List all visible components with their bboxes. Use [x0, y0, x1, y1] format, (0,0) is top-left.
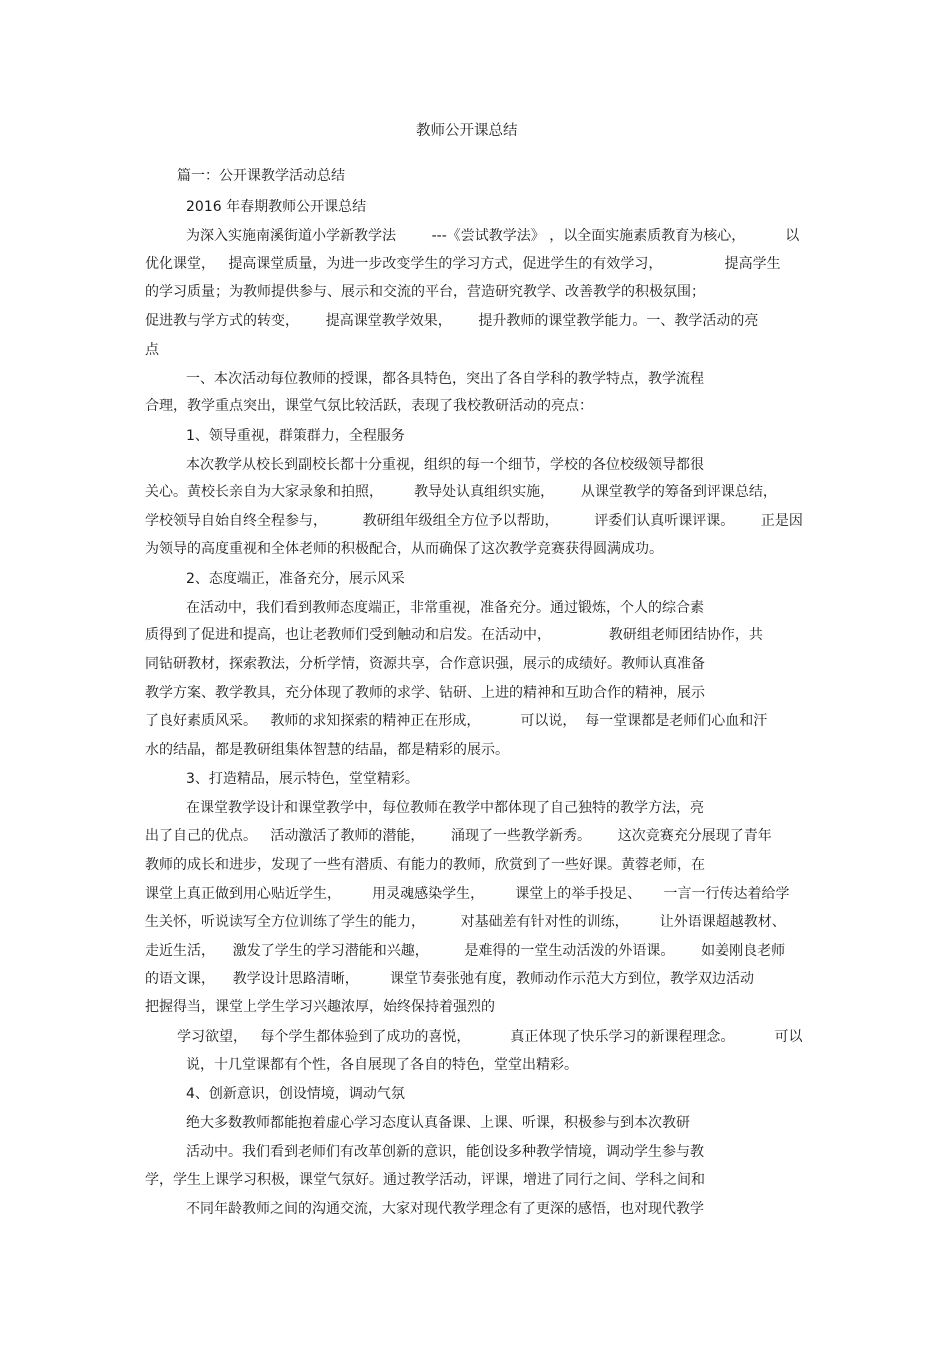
paragraph-line: 了良好素质风采。 教师的求知探索的精神正在形成， 可以说， 每一堂课都是老师们心血和汗 — [145, 713, 768, 729]
document-subtitle: 2016 年春期教师公开课总结 — [186, 199, 367, 215]
paragraph-line: 学校领导自始自终全程参与， 教研组年级组全方位予以帮助， 评委们认真听课评课。 正是因 — [145, 513, 803, 529]
paragraph-line: 在课堂教学设计和课堂教学中，每位教师在教学中都体现了自己独特的教学方法，亮 — [186, 800, 704, 816]
paragraph-line: 合理，教学重点突出，课堂气氛比较活跃，表现了我校教研活动的亮点： — [145, 398, 593, 414]
section-heading: 篇一：公开课教学活动总结 — [177, 168, 345, 184]
paragraph-line: 出了自己的优点。 活动激活了教师的潜能， 涌现了一些教学新秀。 这次竞赛充分展现了青年 — [145, 828, 772, 844]
paragraph-line: 走近生活， 激发了学生的学习潜能和兴趣， 是难得的一堂生动活泼的外语课。 如姜刚良老师 — [145, 943, 786, 959]
document-title: 教师公开课总结 — [416, 123, 518, 139]
paragraph-line: 不同年龄教师之间的沟通交流，大家对现代教学理念有了更深的感悟，也对现代教学 — [186, 1201, 704, 1217]
paragraph-line: 活动中。我们看到老师们有改革创新的意识，能创设多种教学情境，调动学生参与教 — [186, 1144, 704, 1160]
paragraph-line: 为深入实施南溪街道小学新教学法 ---《尝试教学法》 ，以全面实施素质教育为核心， 以 — [186, 228, 800, 244]
paragraph-line: 把握得当，课堂上学生学习兴趣浓厚，始终保持着强烈的 — [145, 999, 495, 1015]
paragraph-line: 在活动中，我们看到教师态度端正，非常重视，准备充分。通过锻炼，个人的综合素 — [186, 600, 704, 616]
list-heading: 3、打造精品，展示特色，堂堂精彩。 — [186, 771, 419, 787]
paragraph-line: 为领导的高度重视和全体老师的积极配合，从而确保了这次教学竞赛获得圆满成功。 — [145, 541, 663, 557]
paragraph-line: 生关怀，听说读写全方位训练了学生的能力， 对基础差有针对性的训练， 让外语课超越教材、 — [145, 914, 786, 930]
paragraph-line: 一、本次活动每位教师的授课，都各具特色，突出了各自学科的教学特点，教学流程 — [186, 371, 704, 387]
list-heading: 4、创新意识，创设情境，调动气氛 — [186, 1086, 405, 1102]
paragraph-line: 点 — [145, 342, 159, 358]
paragraph-line: 质得到了促进和提高，也让老教师们受到触动和启发。在活动中， 教研组老师团结协作，共 — [145, 627, 763, 643]
paragraph-line: 关心。黄校长亲自为大家录象和拍照， 教导处认真组织实施， 从课堂教学的筹备到评课总结， — [145, 484, 777, 500]
paragraph-line: 的语文课， 教学设计思路清晰， 课堂节奏张弛有度，教师动作示范大方到位，教学双边活动 — [145, 971, 754, 987]
paragraph-line: 学，学生上课学习积极，课堂气氛好。通过教学活动，评课，增进了同行之间、学科之间和 — [145, 1172, 705, 1188]
paragraph-line: 同钻研教材，探索教法，分析学情，资源共享，合作意识强，展示的成绩好。教师认真准备 — [145, 656, 705, 672]
paragraph-line: 绝大多数教师都能抱着虚心学习态度认真备课、上课、听课，积极参与到本次教研 — [186, 1115, 690, 1131]
paragraph-line: 水的结晶，都是教研组集体智慧的结晶，都是精彩的展示。 — [145, 742, 509, 758]
list-heading: 1、领导重视，群策群力，全程服务 — [186, 428, 405, 444]
paragraph-line: 教师的成长和进步，发现了一些有潜质、有能力的教师，欣赏到了一些好课。黄蓉老师，在 — [145, 857, 705, 873]
paragraph-line: 课堂上真正做到用心贴近学生， 用灵魂感染学生， 课堂上的举手投足、 一言一行传达着给学 — [145, 886, 790, 902]
paragraph-line: 说，十几堂课都有个性，各自展现了各自的特色，堂堂出精彩。 — [186, 1057, 578, 1073]
paragraph-line: 促进教与学方式的转变， 提高课堂教学效果， 提升教师的课堂教学能力。一、教学活动的亮 — [145, 313, 759, 329]
paragraph-line: 本次教学从校长到副校长都十分重视，组织的每一个细节，学校的各位校级领导都很 — [186, 457, 704, 473]
paragraph-line: 学习欲望， 每个学生都体验到了成功的喜悦， 真正体现了快乐学习的新课程理念。 可以 — [177, 1029, 803, 1045]
list-heading: 2、态度端正，准备充分，展示风采 — [186, 571, 405, 587]
paragraph-line: 教学方案、教学教具，充分体现了教师的求学、钻研、上进的精神和互助合作的精神，展示 — [145, 685, 705, 701]
paragraph-line: 的学习质量；为教师提供参与、展示和交流的平台，营造研究教学、改善教学的积极氛围； — [145, 284, 705, 300]
paragraph-line: 优化课堂， 提高课堂质量，为进一步改变学生的学习方式，促进学生的有效学习， 提高学生 — [145, 256, 781, 272]
